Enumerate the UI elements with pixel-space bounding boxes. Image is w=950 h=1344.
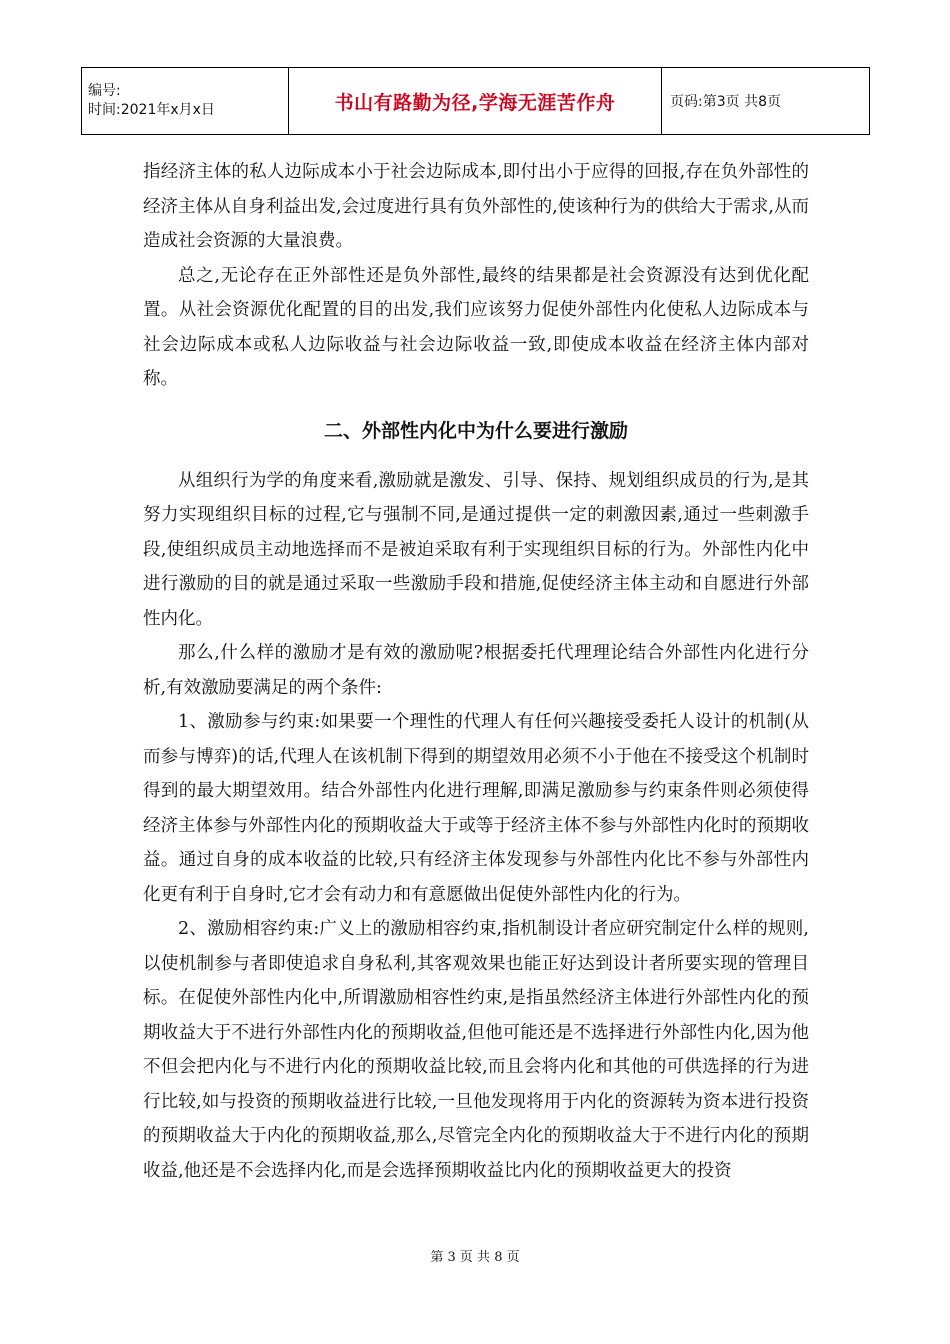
paragraph-incentive-compatibility: 2、激励相容约束:广义上的激励相容约束,指机制设计者应研究制定什么样的规则,以使机制参与者即使追求自身私利,其客观效果也能正好达到设计者所要实现的管理目标。在促使外部性内化中,所谓激励相容性约束,是指虽然经济主体进行外部性内化的预期收益大于不进行外部性内化的预期收益,但他可能还是不选择进行外部性内化,因为他不但会把内化与不进行内化的预期收益比较,而且会将内化和其他的可供选择的行为进行比较,如与投资的预期收益进行比较,一旦他发现将用于内化的资源转为资本进行投资的预期收益大于内化的预期收益,那么,尽管完全内化的预期收益大于不进行内化的预期收益,他还是不会选择内化,而是会选择预期收益比内化的预期收益更大的投资 — [143, 919, 809, 1181]
document-time-label: 时间:2021年x月x日 — [88, 102, 215, 118]
document-body — [143, 155, 809, 1188]
section-heading: 二、外部性内化中为什么要进行激励 — [323, 419, 628, 442]
header-motto: 书山有路勤为径,学海无涯苦作舟 — [334, 91, 616, 114]
paragraph-participation-constraint: 1、激励参与约束:如果要一个理性的代理人有任何兴趣接受委托人设计的机制(从而参与博弈)的话,代理人在该机制下得到的期望效用必须不小于他在不接受这个机制时得到的最大期望效用。结合外部性内化进行理解,即满足激励参与约束条件则必须使得经济主体参与外部性内化的预期收益大于或等于经济主体不参与外部性内化时的预期收益。通过自身的成本收益的比较,只有经济主体发现参与外部性内化比不参与外部性内化更有利于自身时,它才会有动力和有意愿做出促使外部性内化的行为。 — [143, 712, 809, 905]
paragraph-effective-incentive: 那么,什么样的激励才是有效的激励呢?根据委托代理理论结合外部性内化进行分析,有效激励要满足的两个条件: — [143, 643, 809, 698]
paragraph-summary: 总之,无论存在正外部性还是负外部性,最终的结果都是社会资源没有达到优化配置。从社会资源优化配置的目的出发,我们应该努力促使外部性内化使私人边际成本与社会边际成本或私人边际收益与社会边际收益一致,即使成本收益在经济主体内部对称。 — [143, 265, 809, 389]
header-motto-cell — [289, 68, 662, 135]
header-table — [81, 67, 870, 135]
document-number-label: 编号: — [88, 83, 121, 99]
paragraph-incentive-definition: 从组织行为学的角度来看,激励就是激发、引导、保持、规划组织成员的行为,是其努力实现组织目标的过程,它与强制不同,是通过提供一定的刺激因素,通过一些刺激手段,使组织成员主动地选择而不是被迫采取有利于实现组织目标的行为。外部性内化中进行激励的目的就是通过采取一些激励手段和措施,促使经济主体主动和自愿进行外部性内化。 — [143, 470, 809, 629]
page-footer: 第 3 页 共 8 页 — [430, 1250, 520, 1265]
paragraph-negative-externality: 指经济主体的私人边际成本小于社会边际成本,即付出小于应得的回报,存在负外部性的经济主体从自身利益出发,会过度进行具有负外部性的,使该种行为的供给大于需求,从而造成社会资源的大量浪费。 — [143, 162, 809, 251]
header-left-cell — [82, 68, 289, 135]
header-page-info: 页码:第3页 共8页 — [662, 68, 870, 135]
